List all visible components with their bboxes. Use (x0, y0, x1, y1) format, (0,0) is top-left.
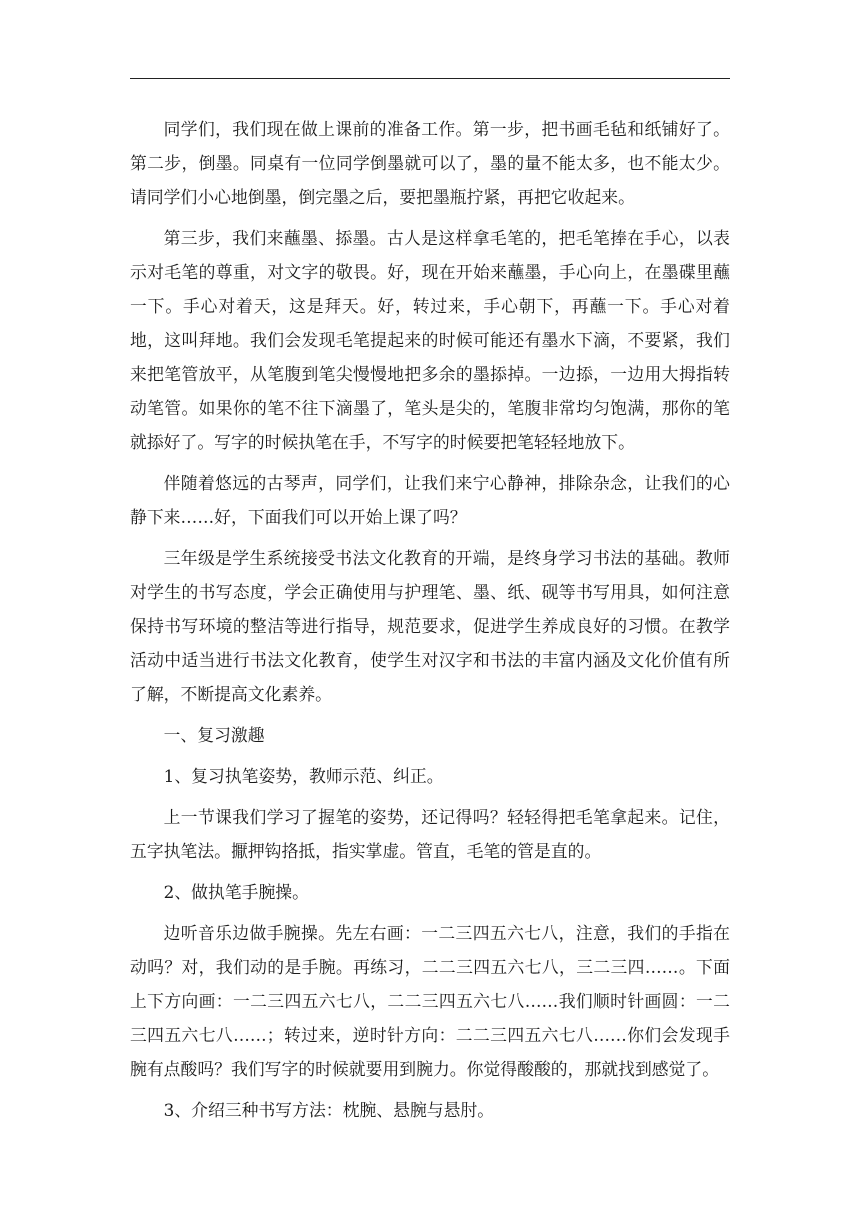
header-rule (130, 78, 730, 79)
paragraph-calm-mind: 伴随着悠远的古琴声，同学们，让我们来宁心静神，排除杂念，让我们的心静下来……好，下面我们可以开始上课了吗？ (130, 473, 730, 527)
item-wrist-exercise: 2、做执笔手腕操。 (163, 882, 309, 902)
paragraph-ink-dipping: 第三步，我们来蘸墨、掭墨。古人是这样拿毛笔的，把毛笔捧在手心，以表示对毛笔的尊重，对文字的敬畏。好，现在开始来蘸墨，手心向上，在墨碟里蘸一下。手心对着天，这是拜天。好，转过来，手心朝下，再蘸一下。手心对着地，这叫拜地。我们会发现毛笔提起来的时候可能还有墨水下滴，不要紧，我们来把笔管放平，从笔腹到笔尖慢慢地把多余的墨掭掉。一边掭，一边用大拇指转动笔管。如果你的笔不往下滴墨了，笔头是尖的，笔腹非常均匀饱满，那你的笔就掭好了。写字的时候执笔在手，不写字的时候要把笔轻轻地放下。 (130, 228, 730, 452)
section-heading-review: 一、复习激趣 (163, 725, 265, 745)
paragraph-grade-three-intro: 三年级是学生系统接受书法文化教育的开端，是终身学习书法的基础。教师对学生的书写态度，学会正确使用与护理笔、墨、纸、砚等书写用具，如何注意保持书写环境的整洁等进行指导，规范要求，促进学生养成良好的习惯。在教学活动中适当进行书法文化教育，使学生对汉字和书法的丰富内涵及文化价值有所了解，不断提高文化素养。 (130, 548, 730, 704)
paragraph-wrist-exercise: 边听音乐边做手腕操。先左右画：一二三四五六七八，注意，我们的手指在动吗？对，我们动的是手腕。再练习，二二三四五六七八，三二三四……。下面上下方向画：一二三四五六七八，二二三四五六七八……我们顺时针画圆：一二三四五六七八……；转过来，逆时针方向：二二三四五六七八……你们会发现手腕有点酸吗？我们写字的时候就要用到腕力。你觉得酸酸的，那就找到感觉了。 (130, 923, 730, 1079)
paragraph-five-finger-grip: 上一节课我们学习了握笔的姿势，还记得吗？轻轻得把毛笔拿起来。记住，五字执笔法。擫押钩挌抵，指实掌虚。管直，毛笔的管是直的。 (130, 807, 730, 861)
item-review-grip: 1、复习执笔姿势，教师示范、纠正。 (163, 766, 444, 786)
paragraph-preparation: 同学们，我们现在做上课前的准备工作。第一步，把书画毛毡和纸铺好了。第二步，倒墨。同桌有一位同学倒墨就可以了，墨的量不能太多，也不能太少。请同学们小心地倒墨，倒完墨之后，要把墨瓶拧紧，再把它收起来。 (130, 119, 730, 207)
document-body (130, 112, 730, 1134)
item-writing-methods: 3、介绍三种书写方法：枕腕、悬腕与悬肘。 (163, 1100, 495, 1120)
